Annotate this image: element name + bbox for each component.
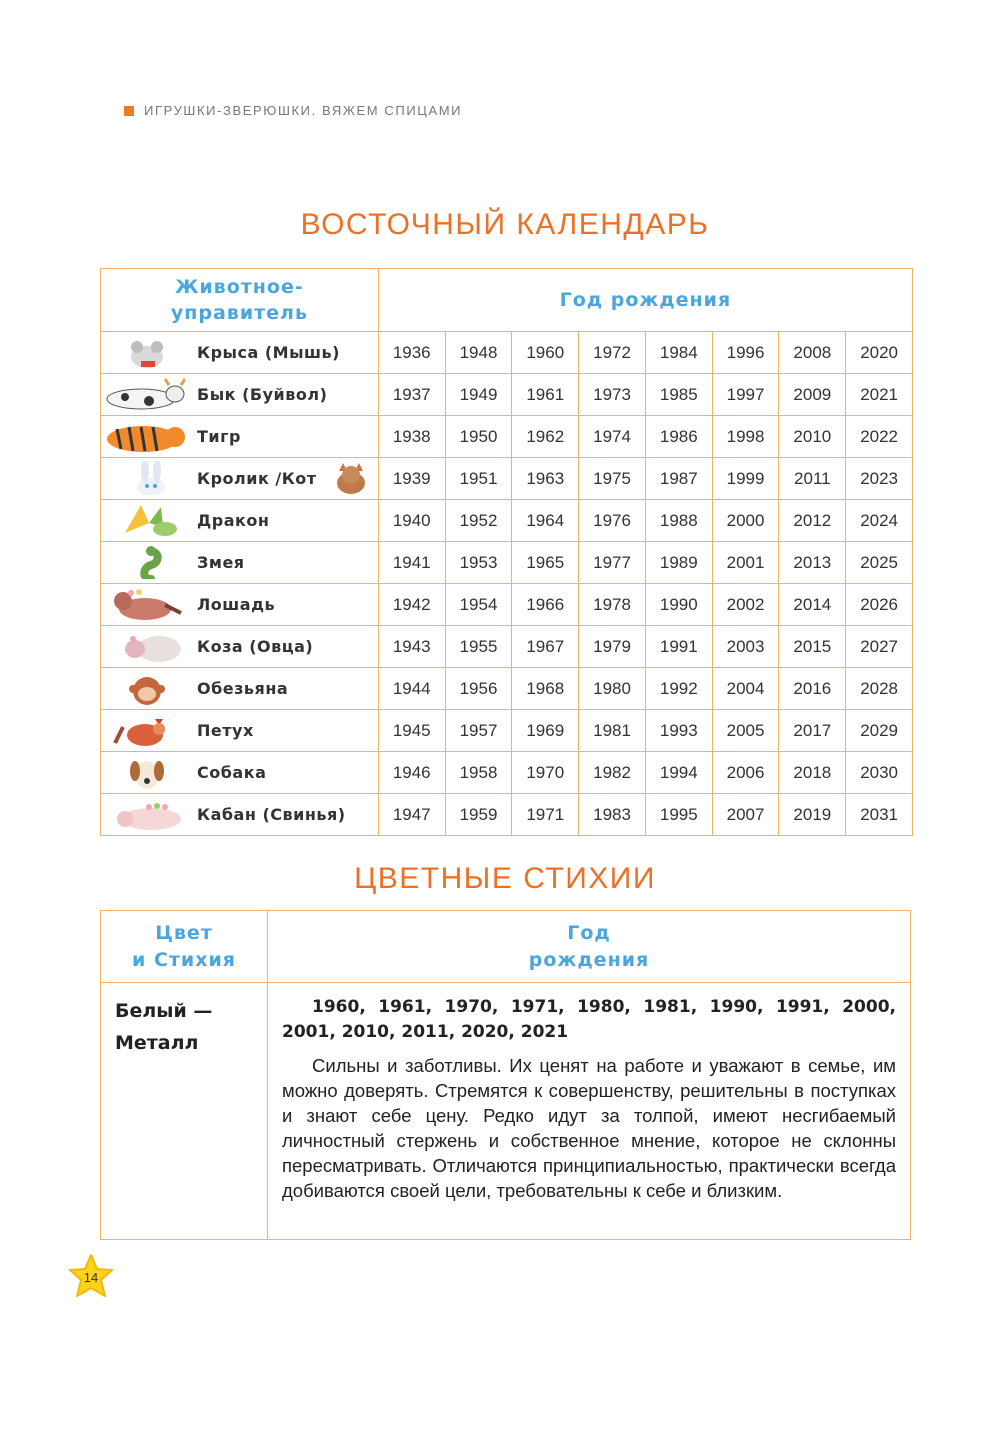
animal-name: Змея bbox=[197, 553, 245, 572]
animal-cell bbox=[101, 332, 379, 374]
rabbit-icon bbox=[105, 461, 185, 495]
animal-name: Лошадь bbox=[197, 595, 276, 614]
dragon-icon bbox=[105, 503, 185, 537]
calendar-row bbox=[101, 794, 913, 836]
animal-name: Крыса (Мышь) bbox=[197, 343, 340, 362]
year-cell: 1973 bbox=[579, 374, 646, 416]
year-cell: 2020 bbox=[846, 332, 913, 374]
elements-header-row bbox=[101, 911, 911, 983]
year-cell: 2027 bbox=[846, 626, 913, 668]
year-cell: 1965 bbox=[512, 542, 579, 584]
year-cell: 2006 bbox=[712, 752, 779, 794]
year-cell: 1950 bbox=[445, 416, 512, 458]
animal-name: Коза (Овца) bbox=[197, 637, 314, 656]
animal-cell bbox=[101, 500, 379, 542]
year-cell: 1951 bbox=[445, 458, 512, 500]
elements-title: ЦВЕТНЫЕ СТИХИИ bbox=[354, 862, 656, 895]
year-cell: 2015 bbox=[779, 626, 846, 668]
year-cell: 1985 bbox=[645, 374, 712, 416]
year-cell: 1949 bbox=[445, 374, 512, 416]
calendar-row bbox=[101, 416, 913, 458]
year-cell: 1960 bbox=[512, 332, 579, 374]
calendar-row bbox=[101, 458, 913, 500]
animal-name: Петух bbox=[197, 721, 254, 740]
year-cell: 1975 bbox=[579, 458, 646, 500]
horse-icon bbox=[105, 587, 185, 621]
year-cell: 2013 bbox=[779, 542, 846, 584]
running-head-text: ИГРУШКИ-ЗВЕРЮШКИ. ВЯЖЕМ СПИЦАМИ bbox=[144, 103, 463, 118]
year-cell: 2004 bbox=[712, 668, 779, 710]
animal-cell bbox=[101, 752, 379, 794]
year-cell: 1938 bbox=[378, 416, 445, 458]
color-elements-table bbox=[100, 910, 911, 1240]
year-cell: 2008 bbox=[779, 332, 846, 374]
animal-name: Кролик /Кот bbox=[197, 469, 317, 488]
year-cell: 2023 bbox=[846, 458, 913, 500]
calendar-header-row bbox=[101, 269, 913, 332]
calendar-row bbox=[101, 500, 913, 542]
calendar-row bbox=[101, 584, 913, 626]
year-cell: 1984 bbox=[645, 332, 712, 374]
element-row bbox=[101, 983, 911, 1240]
year-cell: 1956 bbox=[445, 668, 512, 710]
year-cell: 1971 bbox=[512, 794, 579, 836]
animal-cell bbox=[101, 710, 379, 752]
year-cell: 1964 bbox=[512, 500, 579, 542]
year-cell: 1986 bbox=[645, 416, 712, 458]
year-cell: 1943 bbox=[378, 626, 445, 668]
year-cell: 1936 bbox=[378, 332, 445, 374]
year-cell: 1937 bbox=[378, 374, 445, 416]
year-cell: 1976 bbox=[579, 500, 646, 542]
year-cell: 1963 bbox=[512, 458, 579, 500]
year-cell: 2000 bbox=[712, 500, 779, 542]
year-cell: 2031 bbox=[846, 794, 913, 836]
animal-cell bbox=[101, 626, 379, 668]
year-cell: 1981 bbox=[579, 710, 646, 752]
header-animal: Животное- управитель bbox=[101, 269, 379, 332]
running-head bbox=[124, 103, 462, 118]
year-cell: 2017 bbox=[779, 710, 846, 752]
year-cell: 1945 bbox=[378, 710, 445, 752]
year-cell: 1953 bbox=[445, 542, 512, 584]
rat-icon bbox=[105, 335, 185, 369]
year-cell: 1940 bbox=[378, 500, 445, 542]
year-cell: 2026 bbox=[846, 584, 913, 626]
calendar-title: ВОСТОЧНЫЙ КАЛЕНДАРЬ bbox=[300, 208, 710, 241]
year-cell: 2003 bbox=[712, 626, 779, 668]
header-birth-year: Год рождения bbox=[268, 911, 911, 983]
year-cell: 1969 bbox=[512, 710, 579, 752]
animal-cell bbox=[101, 416, 379, 458]
animal-name: Тигр bbox=[197, 427, 241, 446]
calendar-row bbox=[101, 668, 913, 710]
year-cell: 1968 bbox=[512, 668, 579, 710]
year-cell: 1974 bbox=[579, 416, 646, 458]
year-cell: 1955 bbox=[445, 626, 512, 668]
year-cell: 1961 bbox=[512, 374, 579, 416]
year-cell: 1995 bbox=[645, 794, 712, 836]
year-cell: 2012 bbox=[779, 500, 846, 542]
dog-icon bbox=[105, 755, 185, 789]
year-cell: 2007 bbox=[712, 794, 779, 836]
year-cell: 1979 bbox=[579, 626, 646, 668]
year-cell: 1958 bbox=[445, 752, 512, 794]
snake-icon bbox=[105, 545, 185, 579]
calendar-row bbox=[101, 332, 913, 374]
year-cell: 2028 bbox=[846, 668, 913, 710]
page-number: 14 bbox=[83, 1270, 99, 1285]
year-cell: 2010 bbox=[779, 416, 846, 458]
year-cell: 2001 bbox=[712, 542, 779, 584]
animal-cell bbox=[101, 794, 379, 836]
animal-cell bbox=[101, 668, 379, 710]
header-year: Год рождения bbox=[378, 269, 912, 332]
calendar-row bbox=[101, 752, 913, 794]
goat-icon bbox=[105, 629, 185, 663]
page-number-badge bbox=[66, 1252, 116, 1302]
element-name: Белый — Металл bbox=[115, 1000, 213, 1054]
year-cell: 1989 bbox=[645, 542, 712, 584]
calendar-row bbox=[101, 710, 913, 752]
year-cell: 2022 bbox=[846, 416, 913, 458]
animal-name: Дракон bbox=[197, 511, 270, 530]
year-cell: 2014 bbox=[779, 584, 846, 626]
year-cell: 2030 bbox=[846, 752, 913, 794]
year-cell: 1988 bbox=[645, 500, 712, 542]
year-cell: 2025 bbox=[846, 542, 913, 584]
year-cell: 1993 bbox=[645, 710, 712, 752]
year-cell: 1962 bbox=[512, 416, 579, 458]
year-cell: 1948 bbox=[445, 332, 512, 374]
year-cell: 1992 bbox=[645, 668, 712, 710]
animal-cell bbox=[101, 458, 379, 500]
year-cell: 1980 bbox=[579, 668, 646, 710]
year-cell: 1947 bbox=[378, 794, 445, 836]
year-cell: 2019 bbox=[779, 794, 846, 836]
eastern-calendar-table bbox=[100, 268, 913, 836]
year-cell: 1999 bbox=[712, 458, 779, 500]
year-cell: 1983 bbox=[579, 794, 646, 836]
year-cell: 1996 bbox=[712, 332, 779, 374]
year-cell: 1946 bbox=[378, 752, 445, 794]
year-cell: 2029 bbox=[846, 710, 913, 752]
animal-cell bbox=[101, 542, 379, 584]
animal-cell bbox=[101, 584, 379, 626]
year-cell: 1967 bbox=[512, 626, 579, 668]
animal-name: Обезьяна bbox=[197, 679, 289, 698]
element-years: 1960, 1961, 1970, 1971, 1980, 1981, 1990, 1991, 2000, 2001, 2010, 2011, 2020, 2021 bbox=[282, 997, 896, 1042]
animal-name: Кабан (Свинья) bbox=[197, 805, 346, 824]
year-cell: 1966 bbox=[512, 584, 579, 626]
animal-cell bbox=[101, 374, 379, 416]
year-cell: 1982 bbox=[579, 752, 646, 794]
year-cell: 1944 bbox=[378, 668, 445, 710]
animal-name: Собака bbox=[197, 763, 267, 782]
year-cell: 2002 bbox=[712, 584, 779, 626]
year-cell: 1942 bbox=[378, 584, 445, 626]
year-cell: 1990 bbox=[645, 584, 712, 626]
year-cell: 1959 bbox=[445, 794, 512, 836]
year-cell: 1954 bbox=[445, 584, 512, 626]
year-cell: 1952 bbox=[445, 500, 512, 542]
year-cell: 2005 bbox=[712, 710, 779, 752]
year-cell: 1994 bbox=[645, 752, 712, 794]
calendar-row bbox=[101, 374, 913, 416]
year-cell: 1970 bbox=[512, 752, 579, 794]
year-cell: 2024 bbox=[846, 500, 913, 542]
year-cell: 2021 bbox=[846, 374, 913, 416]
pig-icon bbox=[105, 797, 185, 831]
year-cell: 1997 bbox=[712, 374, 779, 416]
year-cell: 1998 bbox=[712, 416, 779, 458]
year-cell: 1991 bbox=[645, 626, 712, 668]
header-element: Цвет и Стихия bbox=[101, 911, 268, 983]
rooster-icon bbox=[105, 713, 185, 747]
year-cell: 1977 bbox=[579, 542, 646, 584]
ox-icon bbox=[105, 377, 185, 411]
year-cell: 1941 bbox=[378, 542, 445, 584]
year-cell: 1978 bbox=[579, 584, 646, 626]
cat-icon bbox=[329, 461, 369, 495]
year-cell: 1939 bbox=[378, 458, 445, 500]
year-cell: 1957 bbox=[445, 710, 512, 752]
orange-square-icon bbox=[124, 106, 134, 116]
year-cell: 2009 bbox=[779, 374, 846, 416]
monkey-icon bbox=[105, 671, 185, 705]
animal-name: Бык (Буйвол) bbox=[197, 385, 328, 404]
tiger-icon bbox=[105, 419, 185, 453]
year-cell: 2011 bbox=[779, 458, 846, 500]
year-cell: 2018 bbox=[779, 752, 846, 794]
calendar-row bbox=[101, 626, 913, 668]
year-cell: 2016 bbox=[779, 668, 846, 710]
year-cell: 1987 bbox=[645, 458, 712, 500]
element-description: Сильны и заботливы. Их ценят на работе и уважают в семье, им можно доверять. Стремятся к совершенству, решительны в поступках и знают себе цену. Редко идут за толпой, имеют несгибаемый личностный стержень и собственное мнение, которое не склонны пересматривать. Отличаются принципиальностью, практически всегда добиваются своей цели, требовательны к себе и близким. bbox=[282, 1055, 896, 1201]
year-cell: 1972 bbox=[579, 332, 646, 374]
calendar-row bbox=[101, 542, 913, 584]
